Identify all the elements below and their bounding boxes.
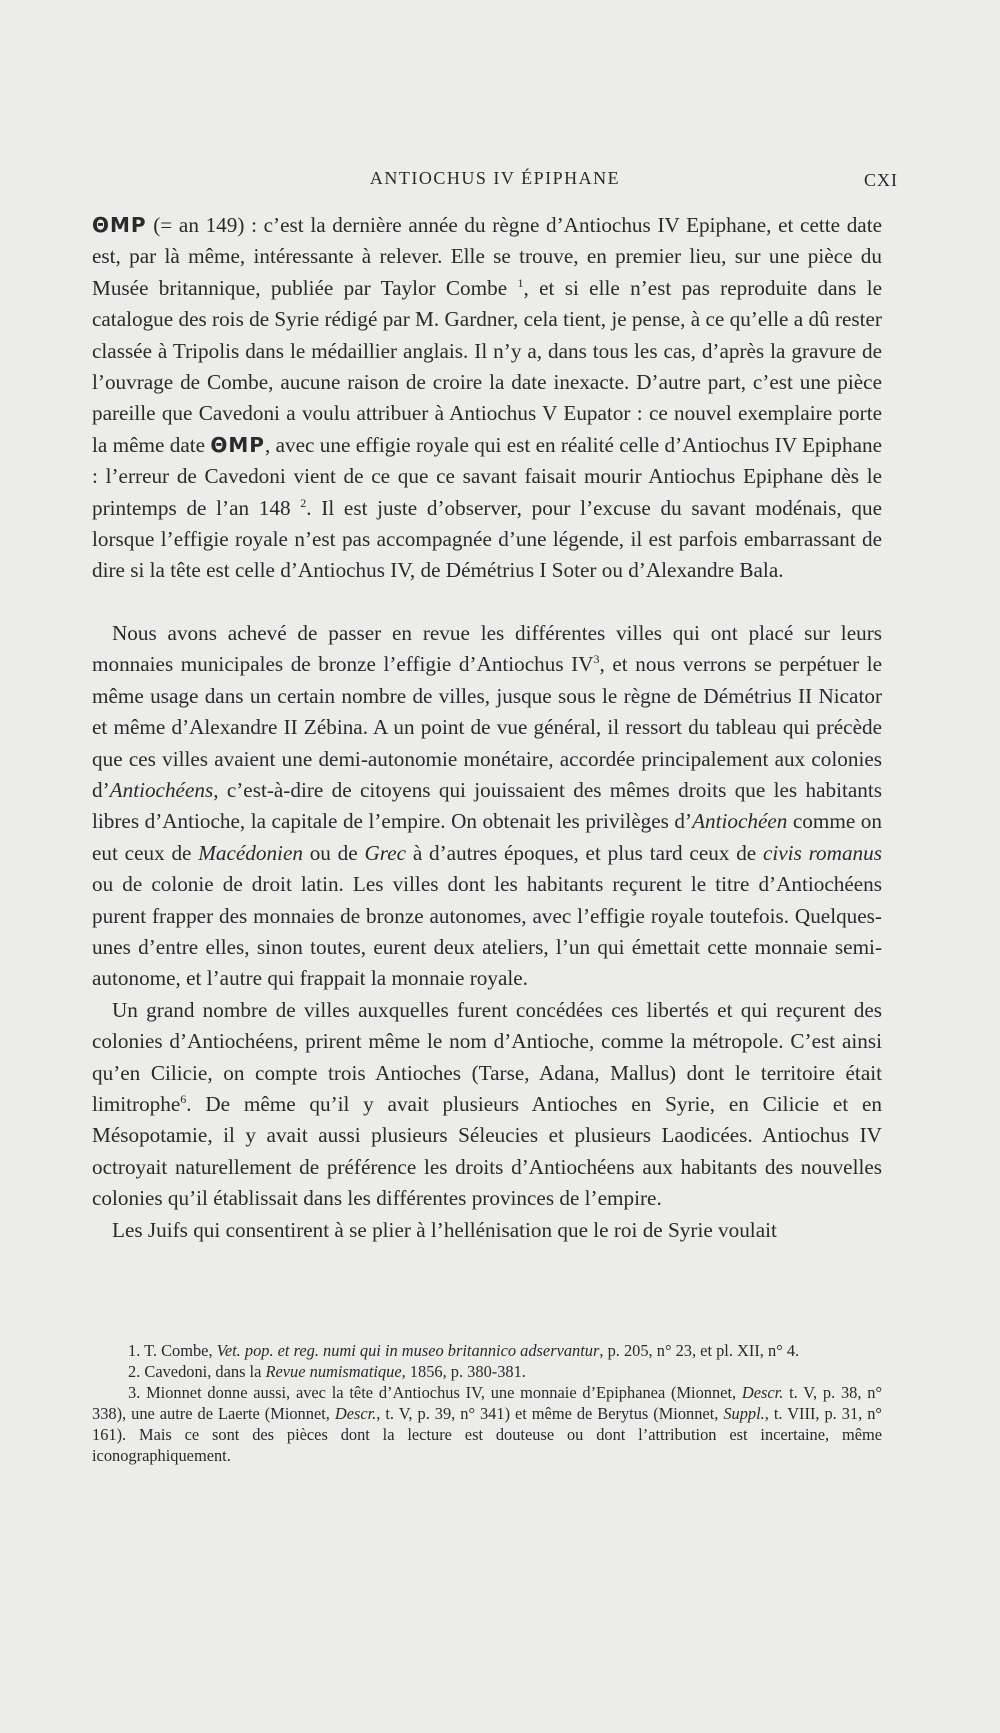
text-run: , t. V, p. 39, n° 341) et même de Berytus (Mionnet, — [376, 1404, 724, 1423]
italic-title: Vet. pop. et reg. numi qui in museo britannico adservantur — [216, 1341, 600, 1360]
page-number: CXI — [864, 170, 898, 190]
italic-title: Descr. — [334, 1404, 377, 1423]
italic-title: Revue numismatique — [265, 1362, 402, 1381]
italic-title: Descr. — [741, 1383, 784, 1402]
text-run: , et nous verrons se perpétuer le même usage dans un certain nombre de villes, jusque sous le règne de Démétrius II Nicator et même d’Alexandre II Zébina. A un point de vue général, il ressort du tableau qui précède que ces villes avaient une demi-autonomie monétaire, accordée principalement aux colonies d’ — [92, 652, 882, 802]
text-run: (= an 149) : c’est la dernière année du règne d’Antiochus IV Epiphane, et cette date est, par là même, intéressante à relever. Elle se trouve, en premier lieu, sur une pièce du Musée britannique, publiée par Taylor Combe — [92, 213, 882, 300]
footnote-number: 2. — [128, 1362, 141, 1381]
footnote-ref-1: 1 — [517, 275, 524, 290]
text-run: ou de — [302, 840, 365, 865]
text-run: comme on eut ceux de — [92, 809, 882, 865]
text-run: ou de colonie de droit latin. Les villes dont les habitants reçurent le titre d’Antiochéens purent frapper des monnaies de bronze autonomes, avec l’effigie royale toutefois. Quelques-unes d’entre elles, sinon toutes, eurent deux ateliers, l’un qui émettait cette monnaie semi-autonome, et l’autre qui frappait la monnaie royale. — [92, 872, 882, 991]
italic-term: Grec — [364, 840, 407, 865]
italic-term: Antiochéens — [109, 777, 214, 802]
footnote-ref-2: 2 — [300, 495, 307, 510]
text-run: . Il est juste d’observer, pour l’excuse du savant modénais, que lorsque l’effigie royale n’est pas accompagnée d’une légende, il est parfois embarrassant de dire si la tête est celle d’Antiochus IV, de Démétrius I Soter ou d’Alexandre Bala. — [92, 495, 882, 583]
text-run: . De même qu’il y avait plusieurs Antioches en Syrie, en Cilicie et en Mésopotamie, il y avait aussi plusieurs Séleucies et plusieurs Laodicées. Antiochus IV octroyait naturellement de préférence les droits d’Antiochéens aux habitants des nouvelles colonies qu’il établissait dans les différentes provinces de l’empire. — [92, 1091, 882, 1211]
text-run: à d’autres époques, et plus tard ceux de — [406, 840, 763, 865]
text-run: Nous avons achevé de passer en revue les différentes villes qui ont placé sur leurs monnaies municipales de bronze l’effigie d’Antiochus IV — [92, 620, 882, 677]
text-run: Les Juifs qui consentirent à se plier à l’hellénisation que le roi de Syrie voulait — [112, 1217, 777, 1242]
text-run: , c’est-à-dire de citoyens qui jouissaient des mêmes droits que les habitants libres d’Antioche, la capitale de l’empire. On obtenait les privilèges d’ — [92, 777, 882, 834]
footnote-ref-6: 6 — [180, 1091, 187, 1106]
greek-date: ΘMP — [92, 213, 147, 237]
text-run: T. Combe, — [144, 1341, 217, 1360]
body-text — [92, 210, 882, 1246]
footnote-1 — [92, 1340, 882, 1361]
text-run: , 1856, p. 380-381. — [401, 1362, 526, 1381]
text-run: , p. 205, n° 23, et pl. XII, n° 4. — [599, 1341, 800, 1360]
text-run: , avec une effigie royale qui est en réalité celle d’Antiochus IV Epiphane : l’erreur de Cavedoni vient de ce que ce savant faisait mourir Antiochus Epiphane dès le printemps de l’an 148 — [92, 432, 882, 520]
italic-term: Macédonien — [198, 840, 303, 865]
paragraph-4 — [92, 1215, 882, 1246]
italic-title: Suppl. — [723, 1404, 765, 1423]
text-run: t. V, p. 38, n° 338), une autre de Laerte (Mionnet, — [92, 1383, 882, 1423]
text-run: Un grand nombre de villes auxquelles furent concédées ces libertés et qui reçurent des colonies d’Antiochéens, prirent même le nom d’Antioche, comme la métropole. C’est ainsi qu’en Cilicie, on compte trois Antioches (Tarse, Adana, Mallus) dont le territoire était limitrophe — [92, 997, 882, 1116]
italic-term: Antiochéen — [692, 809, 788, 834]
text-run: Mionnet donne aussi, avec la tête d’Antiochus IV, une monnaie d’Epiphanea (Mionnet, — [146, 1383, 742, 1402]
footnote-number: 3. — [128, 1383, 141, 1402]
footnote-3 — [92, 1382, 882, 1466]
text-run: Cavedoni, dans la — [144, 1362, 266, 1381]
greek-date: ΘMP — [210, 432, 265, 457]
text-run: , t. VIII, p. 31, n° 161). Mais ce sont des pièces dont la lecture est douteuse ou dont l’attribution est incertaine, même iconographiquement. — [92, 1404, 882, 1465]
running-title: ANTIOCHUS IV ÉPIPHANE — [369, 168, 621, 188]
footnote-number: 1. — [128, 1341, 141, 1360]
italic-term: civis romanus — [762, 840, 882, 865]
paragraph-1 — [92, 210, 882, 587]
paragraph-3 — [92, 995, 882, 1215]
paragraph-2 — [92, 618, 882, 995]
footnote-2 — [92, 1361, 882, 1382]
text-run: , et si elle n’est pas reproduite dans le catalogue des rois de Syrie rédigé par M. Gardner, cela tient, je pense, à ce qu’elle a dû rester classée à Tripolis dans le médaillier anglais. Il n’y a, dans tous les cas, d’après la gravure de l’ouvrage de Combe, aucune raison de croire la date inexacte. D’autre part, c’est une pièce pareille que Cavedoni a voulu attribuer à Antiochus V Eupator : ce nouvel exemplaire porte la même date — [92, 275, 882, 457]
footnote-ref-3: 3 — [593, 652, 600, 667]
footnotes — [92, 1340, 882, 1466]
page-header — [92, 168, 898, 194]
